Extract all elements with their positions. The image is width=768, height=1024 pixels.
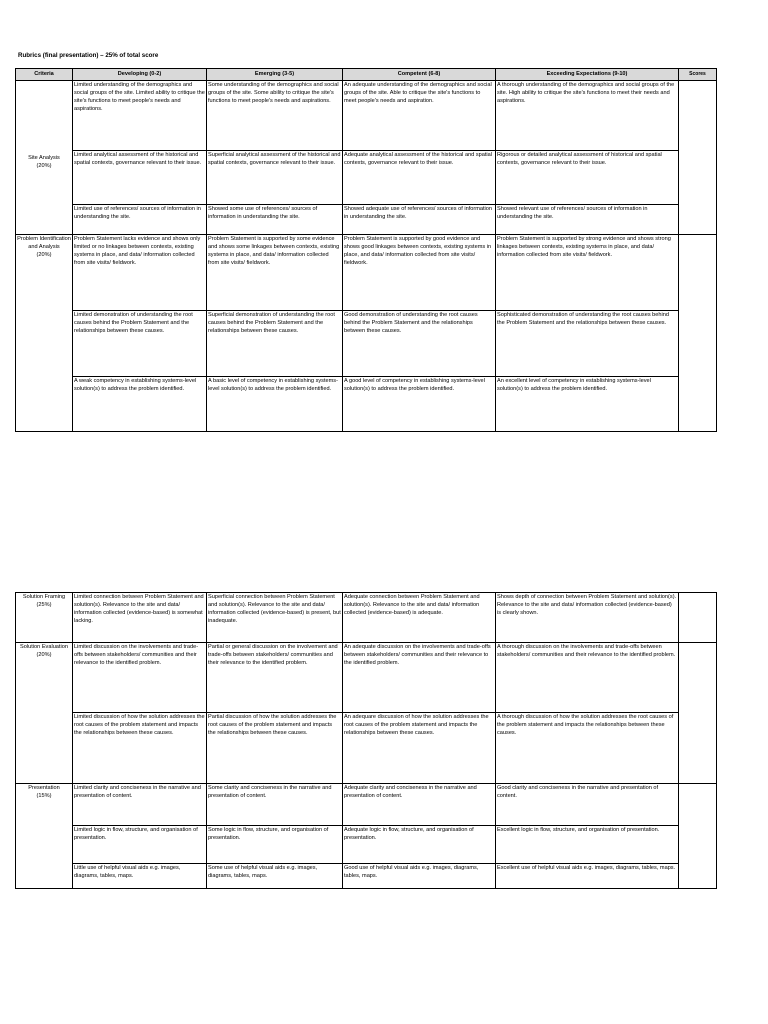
cell-exceeding: A thorough discussion on the involvements and trade-offs between stakeholders/ communities and their relevance to the identified problem. [496, 643, 679, 713]
cell-developing: Limited use of references/ sources of information in understanding the site. [73, 205, 207, 235]
cell-competent: Problem Statement is supported by good evidence and shows good linkages between contexts, existing systems in place, and data/ information collected from site visits/ fieldwork. [343, 235, 496, 311]
criteria-label: Problem Identification and Analysis [17, 236, 71, 251]
rubric-table-bottom [15, 592, 717, 889]
cell-exceeding: A thorough discussion of how the solution addresses the root causes of the problem statement and impacts the relationships between these causes. [496, 713, 679, 784]
table-row [16, 784, 717, 826]
rubric-title: Rubrics (final presentation) – 25% of total score [18, 52, 159, 59]
cell-developing: Limited logic in flow, structure, and organisation of presentation. [73, 826, 207, 864]
cell-emerging: Some logic in flow, structure, and organisation of presentation. [207, 826, 343, 864]
cell-emerging: Some clarity and conciseness in the narrative and presentation of content. [207, 784, 343, 826]
criteria-label: Solution Framing [22, 594, 66, 600]
table-row [16, 81, 717, 151]
criteria-weight: (20%) [36, 163, 52, 170]
table-row [16, 377, 717, 432]
cell-exceeding: Rigorous or detailed analytical assessment of historical and spatial contexts, governance relevant to their issue. [496, 151, 679, 205]
table-row [16, 205, 717, 235]
cell-competent: A good level of competency in establishing systems-level solution(s) to address the problem identified. [343, 377, 496, 432]
score-cell[interactable] [679, 81, 717, 235]
header-criteria: Criteria [16, 69, 73, 81]
header-competent: Competent (6-8) [343, 69, 496, 81]
cell-developing: Limited discussion of how the solution addresses the root causes of the problem statement and impacts the relationships between these causes. [73, 713, 207, 784]
table-row [16, 151, 717, 205]
cell-emerging: Showed some use of references/ sources of information in understanding the site. [207, 205, 343, 235]
table-row [16, 826, 717, 864]
cell-developing: Limited demonstration of understanding the root causes behind the Problem Statement and the relationships between these causes. [73, 311, 207, 377]
cell-exceeding: An excellent level of competency in establishing systems-level solution(s) to address the problem identified. [496, 377, 679, 432]
cell-exceeding: Excellent logic in flow, structure, and organisation of presentation. [496, 826, 679, 864]
cell-developing: Limited clarity and conciseness in the narrative and presentation of content. [73, 784, 207, 826]
cell-competent: Good demonstration of understanding the root causes behind the Problem Statement and the relationships between these causes. [343, 311, 496, 377]
header-developing: Developing (0-2) [73, 69, 207, 81]
cell-exceeding: Problem Statement is supported by strong evidence and shows strong linkages between contexts, existing systems in place, and data/ information collected from site visits/ fieldwork. [496, 235, 679, 311]
table-row [16, 643, 717, 713]
cell-developing: Limited understanding of the demographics and social groups of the site. Limited ability to critique the site's functions to meet people's needs and aspirations. [73, 81, 207, 151]
cell-competent: An adequare discussion of how the solution addresses the root causes of the problem statement and impacts the relationships between these causes. [343, 713, 496, 784]
cell-exceeding: Shows depth of connection between Problem Statement and solution(s). Relevance to the site and data/ information collected (evidence-based) is clearly shown. [496, 593, 679, 643]
cell-emerging: Partial discussion of how the solution addresses the root causes of the problem statement and impacts the relationships between these causes. [207, 713, 343, 784]
cell-developing: Limited connection between Problem Statement and solution(s). Relevance to the site and data/ information collected (evidence-based) is somewhat lacking. [73, 593, 207, 643]
table-row [16, 593, 717, 643]
table-row [16, 235, 717, 311]
cell-competent: Adequate logic in flow, structure, and organisation of presentation. [343, 826, 496, 864]
cell-emerging: Problem Statement is supported by some evidence and shows some linkages between contexts, existing systems in place, and data/ information collected from site visits/ fieldwork. [207, 235, 343, 311]
criteria-presentation [16, 784, 73, 889]
score-cell[interactable] [679, 235, 717, 432]
rubric-table-top [15, 68, 717, 432]
cell-competent: Adequate analytical assessment of the historical and spatial contexts, governance relevant to their issue. [343, 151, 496, 205]
header-row [16, 69, 717, 81]
cell-exceeding: A thorough understanding of the demographics and social groups of the site. High ability to critique the site's functions to meet their needs and aspirations. [496, 81, 679, 151]
criteria-label: Site Analysis [28, 154, 60, 161]
cell-developing: Problem Statement lacks evidence and shows only limited or no linkages between contexts, existing systems in place, and data/ information collected from site visits/ fieldwork. [73, 235, 207, 311]
cell-competent: An adequate discussion on the involvements and trade-offs between stakeholders/ communities and their relevance to the identified problem. [343, 643, 496, 713]
cell-competent: Adequate clarity and conciseness in the narrative and presentation of content. [343, 784, 496, 826]
cell-developing: A weak competency in establishing systems-level solution(s) to address the problem identified. [73, 377, 207, 432]
cell-developing: Limited discussion on the involvements and trade-offs between stakeholders/ communities and their relevance to the identified problem. [73, 643, 207, 713]
cell-developing: Limited analytical assessment of the historical and spatial contexts, governance relevant to their issue. [73, 151, 207, 205]
cell-emerging: Some understanding of the demographics and social groups of the site. Some ability to critique the site's functions to meet people's needs and aspirations. [207, 81, 343, 151]
cell-emerging: Some use of helpful visual aids e.g. images, diagrams, tables, maps. [207, 864, 343, 889]
table-row [16, 864, 717, 889]
table-row [16, 713, 717, 784]
cell-competent: Adequate connection between Problem Statement and solution(s). Relevance to the site and data/ information collected (evidence-based) is adequate. [343, 593, 496, 643]
criteria-solution-framing [16, 593, 73, 643]
header-exceeding: Exceeding Expectations (9-10) [496, 69, 679, 81]
score-cell[interactable] [679, 593, 717, 643]
cell-emerging: A basic level of competency in establishing systems-level solution(s) to address the problem identified. [207, 377, 343, 432]
cell-emerging: Partial or general discussion on the involvement and trade-offs between stakeholders/ communities and their relevance to the identified problem. [207, 643, 343, 713]
cell-exceeding: Sophisticated demonstration of understanding the root causes behind the Problem Statement and the relationships between these causes. [496, 311, 679, 377]
cell-emerging: Superficial connection between Problem Statement and solution(s). Relevance to the site and data/ information collected (evidence-based) is present, but inadequate. [207, 593, 343, 643]
cell-developing: Little use of helpful visual aids e.g. images, diagrams, tables, maps. [73, 864, 207, 889]
table-row [16, 311, 717, 377]
criteria-solution-evaluation [16, 643, 73, 784]
score-cell[interactable] [679, 643, 717, 784]
cell-competent: Good use of helpful visual aids e.g. images, diagrams, tables, maps. [343, 864, 496, 889]
cell-emerging: Superficial analytical assessment of the historical and spatial contexts, governance relevant to their issue. [207, 151, 343, 205]
criteria-weight: (20%) [36, 252, 52, 259]
header-scores: Scores [679, 69, 717, 81]
cell-emerging: Superficial demonstration of understanding the root causes behind the Problem Statement and the relationships between these causes. [207, 311, 343, 377]
cell-exceeding: Good clarity and conciseness in the narrative and presentation of content. [496, 784, 679, 826]
score-cell[interactable] [679, 784, 717, 889]
cell-exceeding: Excellent use of helpful visual aids e.g. images, diagrams, tables, maps. [496, 864, 679, 889]
criteria-problem-identification [16, 235, 73, 432]
cell-competent: An adequate understanding of the demographics and social groups of the site. Able to critique the site's functions to meet people's needs and aspiration. [343, 81, 496, 151]
cell-competent: Showed adequate use of references/ sources of information in understanding the site. [343, 205, 496, 235]
cell-exceeding: Showed relevant use of references/ sources of information in understanding the site. [496, 205, 679, 235]
criteria-weight: (15%) [36, 793, 52, 800]
criteria-weight: (20%) [36, 652, 52, 659]
criteria-weight: (25%) [36, 602, 52, 609]
criteria-label: Solution Evaluation [20, 644, 68, 650]
criteria-site-analysis [16, 81, 73, 235]
header-emerging: Emerging (3-5) [207, 69, 343, 81]
criteria-label: Presentation [28, 785, 60, 791]
